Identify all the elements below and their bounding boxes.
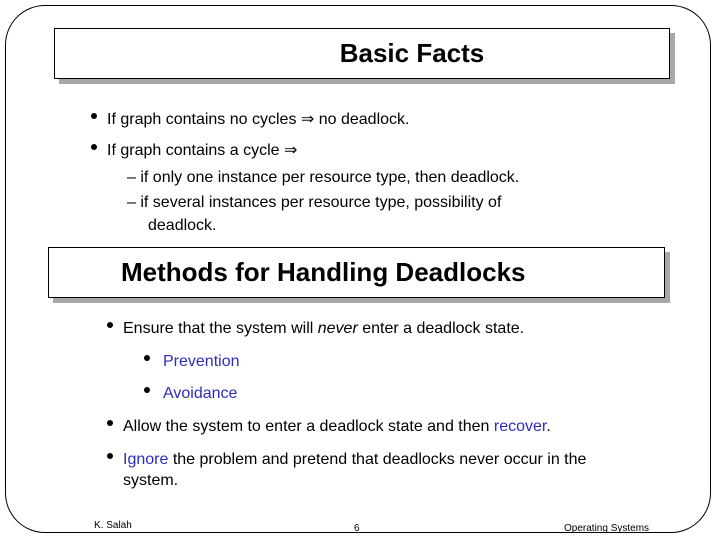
title-box-methods [48,247,665,298]
bullet-ignore [123,450,586,470]
bullet-ignore-cont: system. [123,472,179,489]
title-box-basic-facts [54,28,670,79]
bullet-ensure-never [123,319,524,339]
sub-bullet-avoidance: Avoidance [163,385,238,402]
footer-page-number: 6 [354,523,360,534]
bullet-text: Ensure that the system will [123,320,318,337]
bullet-no-cycles: If graph contains no cycles ⇒ no deadlock. [107,111,410,128]
bullet-icon [91,113,97,119]
sub-bullet-several-instances-cont: deadlock. [148,217,217,234]
slide-title: Methods for Handling Deadlocks [121,257,526,287]
bullet-icon [91,144,97,150]
bullet-icon [144,355,150,361]
bullet-icon [107,420,113,426]
sub-bullet-prevention: Prevention [163,353,240,370]
bullet-cycle: If graph contains a cycle ⇒ [107,142,298,159]
bullet-icon [144,387,150,393]
bullet-text: enter a deadlock state. [357,320,525,337]
sub-bullet-several-instances: – if several instances per resource type, possibility of [127,194,502,211]
bullet-text: . [546,418,551,435]
footer-author: K. Salah [94,520,132,531]
bullet-icon [107,453,113,459]
bullet-text: the problem and pretend that deadlocks never occur in the [168,451,587,468]
bullet-allow-recover [123,417,551,437]
link-ignore: Ignore [123,451,169,468]
slide-title: Basic Facts [339,38,485,68]
emphasis-never: never [317,320,358,337]
link-recover: recover [493,418,547,435]
bullet-text: Allow the system to enter a deadlock state and then [123,418,494,435]
bullet-icon [107,322,113,328]
sub-bullet-one-instance: – if only one instance per resource type, then deadlock. [127,169,520,186]
footer-course: Operating Systems [564,523,650,534]
